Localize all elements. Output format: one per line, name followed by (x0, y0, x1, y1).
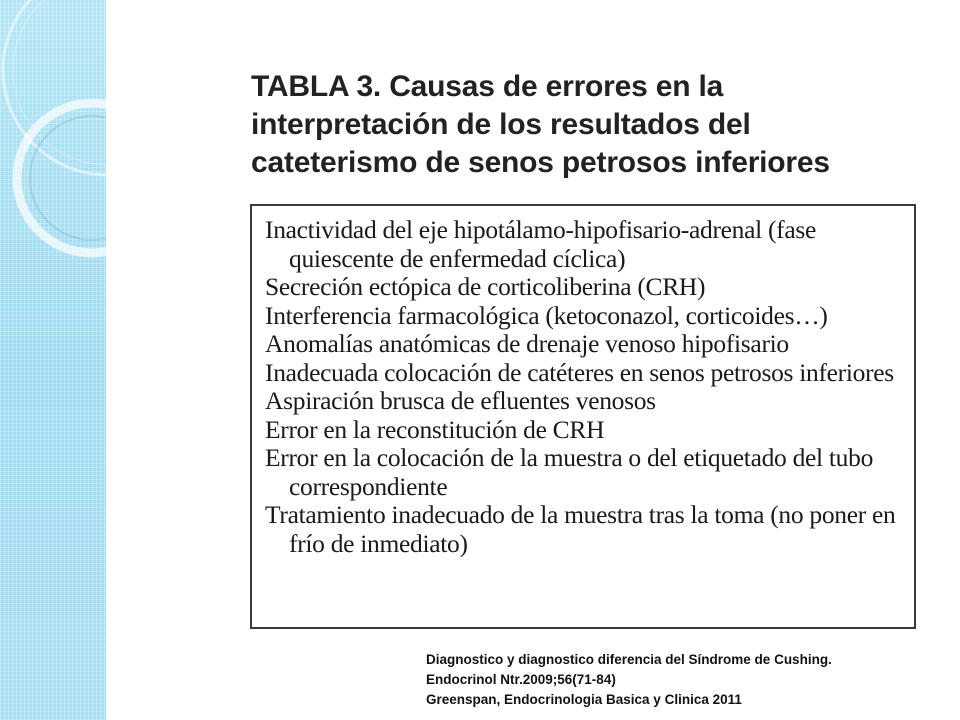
decorative-side-band (0, 0, 106, 720)
list-item: Error en la colocación de la muestra o del etiquetado del tubo correspondiente (265, 443, 874, 501)
list-item: Aspiración brusca de efluentes venosos (265, 386, 656, 415)
causes-list (265, 216, 904, 558)
list-item: Interferencia farmacológica (ketoconazol, corticoides…) (265, 300, 828, 330)
list-item: Inactividad del eje hipotálamo-hipofisario-adrenal (fase quiescente de enfermedad cíclica) (265, 215, 817, 273)
slide-title: TABLA 3. Causas de errores en la interpretación de los resultados del cateterismo de senos petrosos inferiores (251, 70, 830, 179)
reference-line: Diagnostico y diagnostico diferencia del Síndrome de Cushing. (426, 652, 832, 667)
list-item: Secreción ectópica de corticoliberina (CRH) (265, 272, 706, 301)
list-item: Error en la reconstitución de CRH (265, 414, 605, 444)
causes-table (250, 204, 916, 629)
list-item: Tratamiento inadecuado de la muestra tras la toma (no poner en frío de inmediato) (265, 500, 896, 558)
reference-line: Endocrinol Ntr.2009;56(71-84) (426, 672, 616, 687)
list-item: Anomalías anatómicas de drenaje venoso hipofisario (265, 329, 789, 358)
list-item: Inadecuada colocación de catéteres en senos petrosos inferiores (265, 357, 894, 387)
reference-line: Greenspan, Endocrinologia Basica y Clinica 2011 (426, 692, 742, 707)
references (426, 650, 946, 710)
decorative-circles (0, 0, 106, 720)
